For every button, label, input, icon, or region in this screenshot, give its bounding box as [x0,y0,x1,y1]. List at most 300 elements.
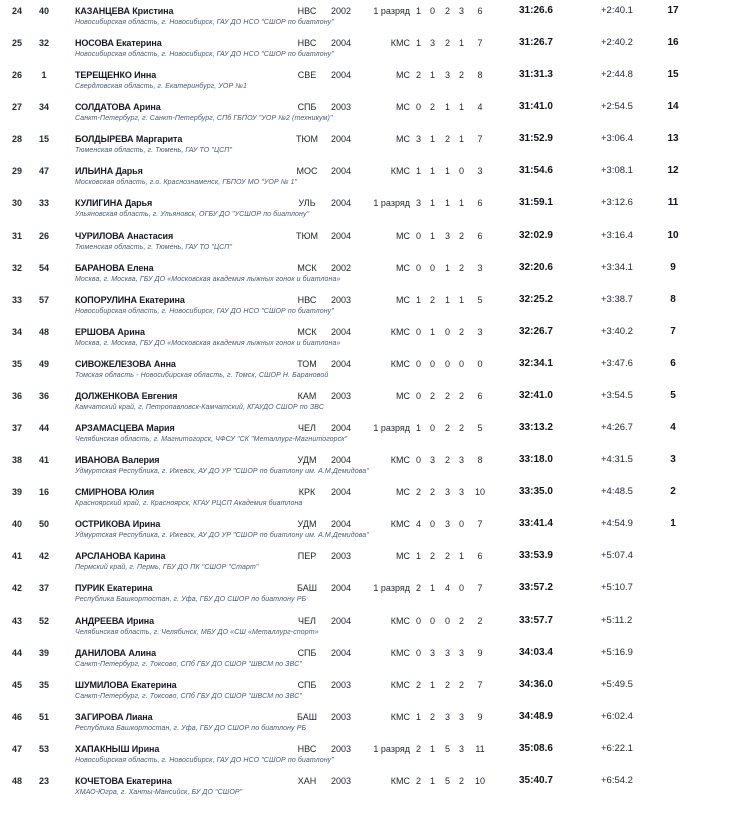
rank-cell: 33 [12,294,23,305]
shooting-total-cell: 2 [477,615,483,626]
region-code-cell: ТОМ [297,358,317,369]
region-code-cell: ТЮМ [295,230,319,241]
time-behind-cell: +3:40.2 [601,325,633,337]
birth-year-cell: 2003 [330,390,352,401]
region-code-cell: НВС [297,6,317,16]
bib-number-cell: 47 [38,166,49,177]
points-cell: 9 [670,261,676,273]
athlete-name: АРСЛАНОВА Карина [75,551,166,562]
region-code-cell: БАШ [297,711,317,722]
bib-number-cell: 50 [38,519,49,530]
region-code-cell: ЧЕЛ [298,423,316,434]
shooting-total-cell: 6 [477,198,483,209]
athlete-name: СОЛДАТОВА Арина [75,102,161,113]
shooting-1-cell: 3 [415,198,421,209]
region-code-cell: МСК [297,326,317,337]
time-behind-cell: +5:11.2 [601,614,633,626]
region-code-cell: БАШ [297,583,317,594]
athlete-club-line: ХМАО-Югра, г. Ханты-Мансийск, БУ ДО "СШОР" [75,788,243,796]
shooting-total-cell: 7 [477,519,483,530]
athlete-name: ХАПАКНЫШ Ирина [75,743,160,754]
birth-year-cell: 2003 [330,775,352,786]
shooting-total-cell: 8 [477,455,483,466]
result-row [0,550,750,582]
rank-cell: 37 [12,423,23,434]
athlete-name: ИВАНОВА Валерия [75,455,160,466]
rank-cell: 27 [12,102,23,113]
result-row [0,582,750,614]
athlete-club-line: Москва, г. Москва, ГБУ ДО «Московская академия лыжных гонок и биатлона» [75,339,341,347]
shooting-4-cell: 2 [458,679,464,690]
points-cell: 2 [670,486,676,498]
shooting-2-cell: 1 [429,166,435,177]
result-time-cell: 34:48.9 [519,710,553,722]
athlete-club-line: Ульяновская область, г. Ульяновск, ОГБУ ДО "УСШОР по биатлону" [75,211,310,219]
result-time-cell: 34:36.0 [519,678,553,690]
result-row [0,486,750,518]
shooting-4-cell: 2 [458,326,464,337]
rank-cell: 38 [12,455,23,466]
shooting-3-cell: 3 [444,230,450,241]
rank-cell: 45 [12,679,23,690]
region-code-cell: ХАН [297,775,317,786]
result-time-cell: 32:41.0 [519,389,553,401]
birth-year-cell: 2002 [330,6,352,16]
shooting-total-cell: 6 [477,551,483,562]
result-row [0,711,750,743]
result-time-cell: 32:20.6 [519,261,553,273]
shooting-3-cell: 3 [444,487,450,498]
athlete-club-line: Республика Башкортостан, г. Уфа, ГБУ ДО СШОР по биатлону РБ [75,724,307,732]
time-behind-cell: +5:16.9 [601,646,633,658]
shooting-4-cell: 3 [458,647,464,658]
shooting-3-cell: 2 [444,551,450,562]
qualification-cell: КМС [390,326,410,337]
rank-cell: 44 [12,647,23,658]
qualification-cell: КМС [390,775,410,786]
shooting-4-cell: 1 [458,198,464,209]
rank-cell: 48 [12,775,23,786]
shooting-total-cell: 7 [477,679,483,690]
birth-year-cell: 2004 [330,615,352,626]
bib-number-cell: 42 [38,551,49,562]
shooting-2-cell: 2 [429,487,435,498]
time-behind-cell: +5:07.4 [601,550,633,562]
region-code-cell: НВС [297,294,317,305]
athlete-name: ПУРИК Екатерина [75,583,153,594]
athlete-name: КАЗАНЦЕВА Кристина [75,6,174,16]
result-row [0,647,750,679]
points-cell: 6 [670,357,676,369]
shooting-2-cell: 1 [429,230,435,241]
qualification-cell: КМС [390,38,410,49]
result-row [0,294,750,326]
shooting-2-cell: 3 [429,647,435,658]
shooting-total-cell: 5 [477,294,483,305]
shooting-1-cell: 1 [415,6,421,16]
athlete-name: ТЕРЕЩЕНКО Инна [75,70,157,81]
region-code-cell: УЛЬ [298,198,316,209]
athlete-name: СИВОЖЕЛЕЗОВА Анна [75,358,176,369]
birth-year-cell: 2004 [330,134,352,145]
qualification-cell: МС [396,70,410,81]
result-row [0,326,750,358]
shooting-4-cell: 2 [458,230,464,241]
athlete-name: ДАНИЛОВА Алина [75,647,157,658]
result-time-cell: 32:02.9 [519,229,553,241]
shooting-1-cell: 0 [415,326,421,337]
result-time-cell: 31:54.6 [519,165,553,177]
shooting-4-cell: 3 [458,711,464,722]
shooting-1-cell: 0 [415,262,421,273]
rank-cell: 30 [12,198,23,209]
qualification-cell: КМС [390,358,410,369]
bib-number-cell: 44 [38,423,49,434]
result-row [0,518,750,550]
time-behind-cell: +4:31.5 [601,454,633,466]
shooting-3-cell: 2 [444,455,450,466]
athlete-club-line: Пермский край, г. Пермь, ГБУ ДО ПК "СШОР "Старт" [75,564,259,572]
time-behind-cell: +2:54.5 [601,101,633,113]
points-cell: 13 [667,133,679,145]
birth-year-cell: 2003 [330,102,352,113]
shooting-4-cell: 2 [458,423,464,434]
shooting-4-cell: 0 [458,583,464,594]
shooting-4-cell: 1 [458,134,464,145]
result-time-cell: 31:31.3 [519,69,553,81]
athlete-club-line: Московская область, г.о. Краснознаменск, ГБПОУ МО "УОР № 1" [75,179,298,187]
shooting-4-cell: 0 [458,166,464,177]
rank-cell: 31 [12,230,23,241]
bib-number-cell: 41 [38,455,49,466]
region-code-cell: СПБ [297,102,317,113]
shooting-total-cell: 9 [477,711,483,722]
shooting-total-cell: 0 [477,358,483,369]
bib-number-cell: 37 [38,583,49,594]
rank-cell: 24 [12,6,23,16]
shooting-2-cell: 1 [429,134,435,145]
athlete-name: КУЛИГИНА Дарья [75,198,153,209]
shooting-total-cell: 3 [477,166,483,177]
result-time-cell: 32:26.7 [519,325,553,337]
result-time-cell: 31:26.7 [519,37,553,49]
shooting-3-cell: 2 [444,38,450,49]
result-time-cell: 33:13.2 [519,422,553,434]
qualification-cell: МС [396,294,410,305]
athlete-name: ШУМИЛОВА Екатерина [75,679,177,690]
shooting-3-cell: 0 [444,358,450,369]
shooting-1-cell: 1 [415,711,421,722]
birth-year-cell: 2004 [330,519,352,530]
rank-cell: 35 [12,358,23,369]
shooting-2-cell: 3 [429,455,435,466]
shooting-1-cell: 1 [415,166,421,177]
region-code-cell: ЧЕЛ [298,615,316,626]
shooting-4-cell: 1 [458,38,464,49]
bib-number-cell: 52 [38,615,49,626]
points-cell: 11 [667,197,679,209]
points-cell: 17 [667,5,679,16]
athlete-name: АНДРЕЕВА Ирина [75,615,155,626]
birth-year-cell: 2004 [330,423,352,434]
qualification-cell: КМС [390,615,410,626]
birth-year-cell: 2004 [330,198,352,209]
bib-number-cell: 40 [38,6,49,16]
shooting-3-cell: 5 [444,743,450,754]
region-code-cell: СВЕ [297,70,317,81]
points-cell: 15 [667,69,679,81]
birth-year-cell: 2003 [330,711,352,722]
shooting-3-cell: 2 [444,423,450,434]
shooting-1-cell: 3 [415,134,421,145]
shooting-3-cell: 2 [444,390,450,401]
shooting-3-cell: 2 [444,134,450,145]
rank-cell: 28 [12,134,23,145]
result-row [0,230,750,262]
shooting-3-cell: 1 [444,102,450,113]
shooting-1-cell: 0 [415,390,421,401]
shooting-1-cell: 0 [415,358,421,369]
shooting-3-cell: 0 [444,615,450,626]
shooting-2-cell: 2 [429,551,435,562]
bib-number-cell: 15 [38,134,49,145]
shooting-4-cell: 1 [458,551,464,562]
result-row [0,743,750,775]
result-row [0,37,750,69]
shooting-2-cell: 1 [429,743,435,754]
athlete-club-line: Челябинская область, г. Магнитогорск, ЧФСУ "СК "Металлург-Магнитогорск" [75,436,348,444]
athlete-club-line: Москва, г. Москва, ГБУ ДО «Московская академия лыжных гонок и биатлона» [75,275,341,283]
athlete-club-line: Санкт-Петербург, г. Токсово, СПб ГБУ ДО СШОР "ШВСМ по ЗВС" [75,692,302,700]
shooting-4-cell: 2 [458,615,464,626]
athlete-name: СМИРНОВА Юлия [75,487,155,498]
region-code-cell: ПЕР [297,551,317,562]
result-time-cell: 33:57.2 [519,582,553,594]
result-time-cell: 35:40.7 [519,774,553,786]
shooting-4-cell: 0 [458,519,464,530]
shooting-1-cell: 2 [415,679,421,690]
athlete-name: ОСТРИКОВА Ирина [75,519,161,530]
result-time-cell: 34:03.4 [519,646,553,658]
bib-number-cell: 36 [38,390,49,401]
birth-year-cell: 2003 [330,294,352,305]
athlete-club-line: Новосибирская область, г. Новосибирск, ГАУ ДО НСО "СШОР по биатлону" [75,51,334,59]
time-behind-cell: +2:44.8 [601,69,633,81]
rank-cell: 43 [12,615,23,626]
points-cell: 5 [670,389,676,401]
athlete-name: КОЧЕТОВА Екатерина [75,775,172,786]
birth-year-cell: 2004 [330,455,352,466]
result-row [0,197,750,229]
shooting-total-cell: 5 [477,423,483,434]
result-time-cell: 33:41.4 [519,518,553,530]
shooting-1-cell: 0 [415,455,421,466]
bib-number-cell: 26 [38,230,49,241]
birth-year-cell: 2004 [330,230,352,241]
athlete-club-line: Тюменская область, г. Тюмень, ГАУ ТО "ЦСП" [75,243,233,251]
result-row [0,101,750,133]
result-time-cell: 31:59.1 [519,197,553,209]
shooting-3-cell: 1 [444,262,450,273]
shooting-4-cell: 2 [458,70,464,81]
qualification-cell: МС [396,230,410,241]
athlete-club-line: Новосибирская область, г. Новосибирск, ГАУ ДО НСО "СШОР по биатлону" [75,19,334,26]
shooting-2-cell: 3 [429,38,435,49]
shooting-2-cell: 1 [429,775,435,786]
shooting-1-cell: 2 [415,775,421,786]
time-behind-cell: +3:16.4 [601,229,633,241]
time-behind-cell: +6:54.2 [601,774,633,786]
qualification-cell: 1 разряд [373,423,410,434]
rank-cell: 26 [12,70,23,81]
result-time-cell: 31:41.0 [519,101,553,113]
region-code-cell: СПБ [297,679,317,690]
time-behind-cell: +5:10.7 [601,582,633,594]
shooting-total-cell: 6 [477,6,483,16]
shooting-2-cell: 1 [429,679,435,690]
shooting-3-cell: 2 [444,6,450,16]
athlete-club-line: Тюменская область, г. Тюмень, ГАУ ТО "ЦСП" [75,147,233,155]
shooting-1-cell: 0 [415,615,421,626]
bib-number-cell: 48 [38,326,49,337]
shooting-4-cell: 3 [458,6,464,16]
bib-number-cell: 33 [38,198,49,209]
result-row [0,358,750,390]
qualification-cell: КМС [390,519,410,530]
shooting-1-cell: 0 [415,230,421,241]
result-time-cell: 33:53.9 [519,550,553,562]
shooting-4-cell: 0 [458,358,464,369]
shooting-3-cell: 3 [444,647,450,658]
shooting-1-cell: 2 [415,743,421,754]
time-behind-cell: +6:02.4 [601,710,633,722]
rank-cell: 41 [12,551,23,562]
shooting-3-cell: 5 [444,775,450,786]
athlete-club-line: Санкт-Петербург, г. Токсово, СПб ГБУ ДО СШОР "ШВСМ по ЗВС" [75,660,302,668]
athlete-club-line: Удмуртская Республика, г. Ижевск, АУ ДО УР "СШОР по биатлону им. А.М.Демидова" [75,532,369,540]
athlete-club-line: Новосибирская область, г. Новосибирск, ГАУ ДО НСО "СШОР по биатлону" [75,307,334,315]
result-time-cell: 31:52.9 [519,133,553,145]
shooting-2-cell: 1 [429,326,435,337]
athlete-name: ДОЛЖЕНКОВА Евгения [75,390,178,401]
birth-year-cell: 2004 [330,358,352,369]
time-behind-cell: +3:38.7 [601,293,633,305]
points-cell: 7 [670,325,676,337]
birth-year-cell: 2004 [330,647,352,658]
shooting-1-cell: 2 [415,487,421,498]
qualification-cell: МС [396,134,410,145]
shooting-total-cell: 9 [477,647,483,658]
region-code-cell: НВС [297,38,317,49]
athlete-name: АРЗАМАСЦЕВА Мария [75,423,175,434]
shooting-3-cell: 3 [444,711,450,722]
result-row [0,133,750,165]
bib-number-cell: 39 [38,647,49,658]
shooting-total-cell: 3 [477,326,483,337]
shooting-2-cell: 0 [429,423,435,434]
shooting-total-cell: 7 [477,134,483,145]
shooting-2-cell: 1 [429,198,435,209]
athlete-club-line: Республика Башкортостан, г. Уфа, ГБУ ДО СШОР по биатлону РБ [75,596,307,604]
rank-cell: 36 [12,390,23,401]
points-cell: 8 [670,293,676,305]
birth-year-cell: 2004 [330,583,352,594]
qualification-cell: МС [396,487,410,498]
result-row [0,454,750,486]
shooting-total-cell: 3 [477,262,483,273]
rank-cell: 46 [12,711,23,722]
birth-year-cell: 2004 [330,38,352,49]
shooting-1-cell: 2 [415,583,421,594]
shooting-4-cell: 2 [458,775,464,786]
time-behind-cell: +3:08.1 [601,165,633,177]
shooting-total-cell: 7 [477,38,483,49]
bib-number-cell: 23 [38,775,49,786]
athlete-club-line: Новосибирская область, г. Новосибирск, ГАУ ДО НСО "СШОР по биатлону" [75,756,334,764]
shooting-3-cell: 3 [444,519,450,530]
shooting-2-cell: 0 [429,6,435,16]
time-behind-cell: +4:26.7 [601,422,633,434]
qualification-cell: КМС [390,647,410,658]
shooting-1-cell: 1 [415,38,421,49]
time-behind-cell: +3:06.4 [601,133,633,145]
shooting-1-cell: 4 [415,519,421,530]
result-row [0,5,750,37]
time-behind-cell: +2:40.2 [601,37,633,49]
shooting-total-cell: 8 [477,70,483,81]
result-time-cell: 35:08.6 [519,742,553,754]
shooting-2-cell: 1 [429,70,435,81]
region-code-cell: СПБ [297,647,317,658]
qualification-cell: МС [396,262,410,273]
shooting-1-cell: 1 [415,294,421,305]
shooting-3-cell: 4 [444,583,450,594]
result-row [0,262,750,294]
birth-year-cell: 2004 [330,326,352,337]
shooting-total-cell: 6 [477,390,483,401]
bib-number-cell: 16 [38,487,49,498]
rank-cell: 34 [12,326,23,337]
rank-cell: 29 [12,166,23,177]
bib-number-cell: 32 [38,38,49,49]
region-code-cell: КАМ [297,390,317,401]
result-row [0,775,750,807]
birth-year-cell: 2002 [330,262,352,273]
time-behind-cell: +5:49.5 [601,678,633,690]
athlete-club-line: Удмуртская Республика, г. Ижевск, АУ ДО УР "СШОР по биатлону им. А.М.Демидова" [75,468,369,476]
athlete-club-line: Томская область - Новосибирская область, г. Томск, СШОР Н. Барановой [75,371,329,379]
shooting-3-cell: 1 [444,166,450,177]
time-behind-cell: +3:54.5 [601,389,633,401]
rank-cell: 32 [12,262,23,273]
region-code-cell: КРК [298,487,316,498]
region-code-cell: МСК [297,262,317,273]
region-code-cell: УДМ [297,519,317,530]
result-row [0,679,750,711]
region-code-cell: МОС [296,166,318,177]
shooting-2-cell: 2 [429,294,435,305]
qualification-cell: МС [396,390,410,401]
shooting-total-cell: 4 [477,102,483,113]
shooting-2-cell: 0 [429,519,435,530]
rank-cell: 40 [12,519,23,530]
shooting-1-cell: 1 [415,423,421,434]
athlete-name: БОЛДЫРЕВА Маргарита [75,134,183,145]
time-behind-cell: +6:22.1 [601,742,633,754]
shooting-4-cell: 1 [458,294,464,305]
birth-year-cell: 2004 [330,487,352,498]
shooting-2-cell: 0 [429,358,435,369]
